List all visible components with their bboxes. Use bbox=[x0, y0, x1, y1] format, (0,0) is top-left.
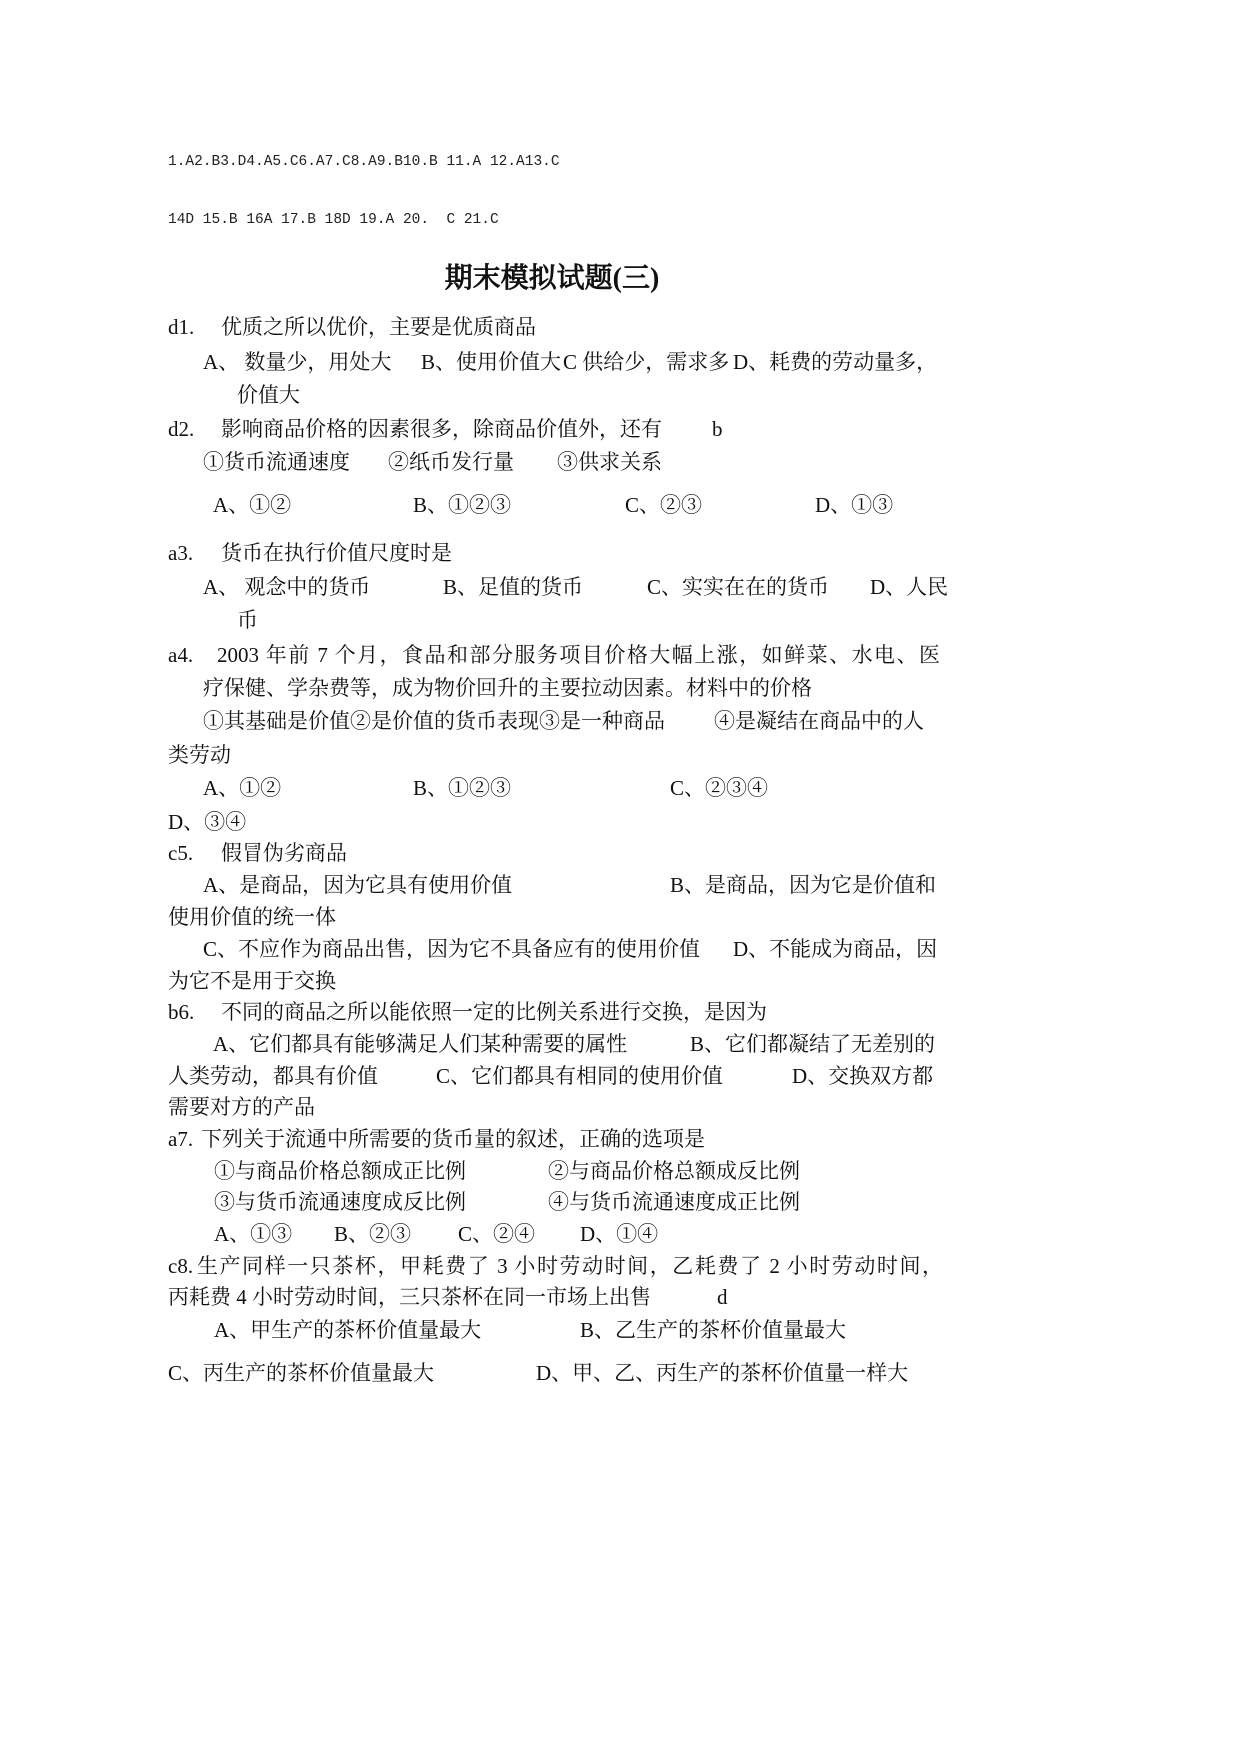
statement-1: ①货币流通速度 bbox=[203, 450, 350, 474]
option-d-continued: 价值大 bbox=[237, 383, 300, 407]
option-d: D、①④ bbox=[580, 1222, 659, 1246]
option-c: C、它们都具有相同的使用价值 bbox=[436, 1064, 724, 1088]
question-stem: 2003 年前 7 个月，食品和部分服务项目价格大幅上涨，如鲜菜、水电、医 bbox=[217, 643, 940, 667]
option-d: D、①③ bbox=[815, 493, 894, 517]
question-number: c8. bbox=[168, 1254, 194, 1278]
option-b: B、是商品，因为它是价值和 bbox=[670, 873, 937, 897]
option-a: A、 数量少，用处大 bbox=[203, 350, 392, 374]
statement-4: ④与货币流通速度成正比例 bbox=[548, 1190, 800, 1214]
question-number: d2. bbox=[168, 417, 195, 441]
option-d: D、耗费的劳动量多， bbox=[733, 350, 938, 374]
question-stem: 下列关于流通中所需要的货币量的叙述，正确的选项是 bbox=[201, 1127, 705, 1151]
question-number: b6. bbox=[168, 1000, 195, 1024]
statement-4: ④是凝结在商品中的人 bbox=[714, 709, 924, 733]
option-c: C、不应作为商品出售，因为它不具备应有的使用价值 bbox=[203, 937, 701, 961]
question-stem-continued: 丙耗费 4 小时劳动时间，三只茶杯在同一市场上出售 bbox=[168, 1285, 651, 1309]
option-c: C 供给少，需求多 bbox=[563, 350, 730, 374]
option-b: B、①②③ bbox=[413, 493, 512, 517]
option-a: A、是商品，因为它具有使用价值 bbox=[203, 873, 513, 897]
option-b: B、足值的货币 bbox=[443, 575, 584, 599]
option-c: C、②③ bbox=[625, 493, 703, 517]
question-stem: 影响商品价格的因素很多，除商品价值外，还有 bbox=[221, 417, 662, 441]
option-b: B、使用价值大 bbox=[421, 350, 562, 374]
question-number: a4. bbox=[168, 643, 194, 667]
question-stem: 不同的商品之所以能依照一定的比例关系进行交换，是因为 bbox=[221, 1000, 767, 1024]
question-number: a3. bbox=[168, 541, 194, 565]
statement-1: ①与商品价格总额成正比例 bbox=[214, 1159, 466, 1183]
option-b: B、②③ bbox=[334, 1222, 412, 1246]
option-d: D、③④ bbox=[168, 810, 247, 834]
option-b-continued: 人类劳动，都具有价值 bbox=[168, 1064, 378, 1088]
option-b: B、乙生产的茶杯价值量最大 bbox=[580, 1318, 847, 1342]
option-b-continued: 使用价值的统一体 bbox=[168, 905, 336, 929]
option-d-continued: 币 bbox=[237, 608, 258, 632]
option-d: D、甲、乙、丙生产的茶杯价值量一样大 bbox=[536, 1361, 909, 1385]
answer-key-line-1: 1.A2.B3.D4.A5.C6.A7.C8.A9.B10.B 11.A 12.A13.C bbox=[168, 154, 560, 170]
option-d-continued: 为它不是用于交换 bbox=[168, 969, 336, 993]
page-title: 期末模拟试题(三) bbox=[444, 263, 660, 294]
option-a: A、甲生产的茶杯价值量最大 bbox=[214, 1318, 482, 1342]
statement-3: ③供求关系 bbox=[557, 450, 662, 474]
question-number: c5. bbox=[168, 841, 194, 865]
statement-2: ②与商品价格总额成反比例 bbox=[548, 1159, 800, 1183]
answer-mark: b bbox=[712, 417, 723, 441]
question-stem: 假冒伪劣商品 bbox=[221, 841, 347, 865]
statement-3: ③与货币流通速度成反比例 bbox=[214, 1190, 466, 1214]
option-d: D、交换双方都 bbox=[792, 1064, 934, 1088]
question-stem-continued: 疗保健、学杂费等，成为物价回升的主要拉动因素。材料中的价格 bbox=[203, 676, 812, 700]
statements-1-3: ①其基础是价值②是价值的货币表现③是一种商品 bbox=[203, 709, 665, 733]
option-a: A、①② bbox=[213, 493, 292, 517]
question-number: d1. bbox=[168, 315, 195, 339]
option-a: A、①③ bbox=[214, 1222, 293, 1246]
option-c: C、实实在在的货币 bbox=[647, 575, 830, 599]
option-a: A、它们都具有能够满足人们某种需要的属性 bbox=[213, 1032, 628, 1056]
answer-key-line-2: 14D 15.B 16A 17.B 18D 19.A 20. C 21.C bbox=[168, 212, 499, 228]
question-stem: 货币在执行价值尺度时是 bbox=[221, 541, 452, 565]
option-d: D、人民 bbox=[870, 575, 949, 599]
option-c: C、②③④ bbox=[670, 776, 769, 800]
option-c: C、丙生产的茶杯价值量最大 bbox=[168, 1361, 435, 1385]
option-c: C、②④ bbox=[458, 1222, 536, 1246]
option-d-continued: 需要对方的产品 bbox=[168, 1095, 315, 1119]
statement-4-continued: 类劳动 bbox=[168, 743, 231, 767]
question-stem: 生产同样一只茶杯，甲耗费了 3 小时劳动时间，乙耗费了 2 小时劳动时间， bbox=[197, 1254, 943, 1278]
option-a: A、 观念中的货币 bbox=[203, 575, 371, 599]
statement-2: ②纸币发行量 bbox=[388, 450, 514, 474]
option-a: A、①② bbox=[203, 776, 282, 800]
option-d: D、不能成为商品，因 bbox=[733, 937, 938, 961]
option-b: B、①②③ bbox=[413, 776, 512, 800]
answer-mark: d bbox=[717, 1285, 728, 1309]
question-stem: 优质之所以优价，主要是优质商品 bbox=[221, 315, 536, 339]
question-number: a7. bbox=[168, 1127, 194, 1151]
option-b: B、它们都凝结了无差别的 bbox=[690, 1032, 936, 1056]
